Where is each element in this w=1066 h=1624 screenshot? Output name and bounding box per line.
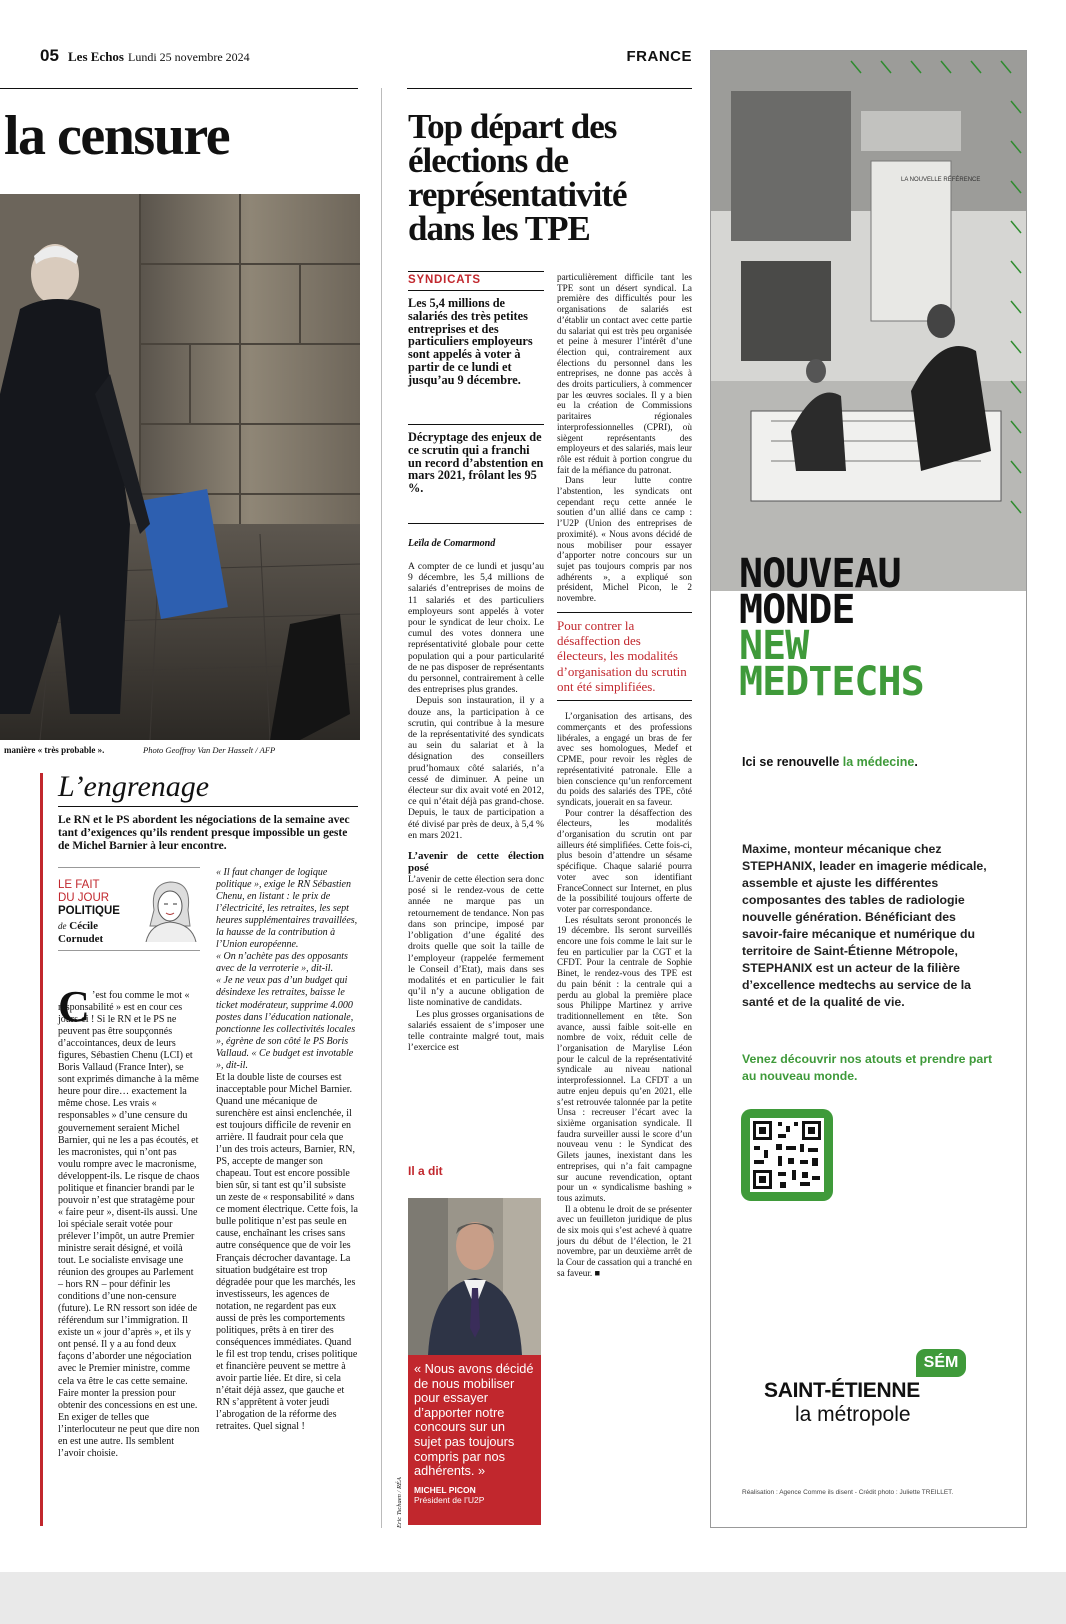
ad-tagline xyxy=(742,755,918,769)
ad-photo-sign: LA NOUVELLE RÉFÉRENCE xyxy=(901,177,981,183)
tpe-col-b xyxy=(557,272,692,1279)
column-title: L’engrenage xyxy=(58,770,210,803)
tpe-lead-rule-2 xyxy=(408,523,544,524)
byline-first-name: Cécile xyxy=(69,920,98,932)
newspaper-name: Les Echos xyxy=(68,49,124,64)
sem-badge: SÉM xyxy=(916,1349,966,1377)
tpe-headline: Top départ des élections de représentativité dans les TPE xyxy=(408,107,627,248)
author-portrait xyxy=(140,876,200,942)
ad-photo xyxy=(711,51,1027,597)
picon-name: MICHEL PICON xyxy=(414,1484,476,1495)
column-byline xyxy=(58,920,103,945)
photo-caption: manière « très probable ». xyxy=(4,745,105,755)
page-bottom-bar xyxy=(0,1572,1066,1624)
barnier-photo xyxy=(0,194,360,740)
qr-code[interactable] xyxy=(741,1109,833,1201)
column-divider xyxy=(381,88,382,1528)
section-name: FRANCE xyxy=(626,48,692,65)
column-text-1 xyxy=(58,982,200,1460)
ad-tagline-highlight: la médecine xyxy=(842,755,915,769)
quote-chenu-1: « Il faut changer de logique politique », exige le RN Sébastien Chenu, en listant : le prix de l’électricité, les retraites, les sept heures supplémentaires travaillées, la hausse de la contribution à l’Union européenne. xyxy=(216,867,358,951)
qr-code-icon xyxy=(750,1118,824,1192)
ad-frame xyxy=(710,50,1027,1528)
page-number: 05 xyxy=(40,46,59,65)
kicker-line-1: LE FAIT xyxy=(58,879,100,891)
tpe-lead-1: Les 5,4 millions de salariés des très petites entreprises et des particuliers employeurs sont appelés à voter à partir de ce lundi et jusqu’au 9 décembre. xyxy=(408,296,533,387)
tpe-pullquote: Pour contrer la désaffection des électeurs, les modalités d’organisation du scrutin ont été simplifiées. xyxy=(557,617,687,694)
column-paragraph-1: ’est fou comme le mot « responsabilité » est en cour ces jours-ci ! Si le RN et le PS ne peuvent pas être soupçonnés d’accointances, deux de leurs figures, Sébastien Chenu (LCI) et Boris Vallaud (France Inter), se sont exprimés dimanche à la même heure pour dire… exactement la même chose. Les vrais « responsables » d’une censure du gouvernement seraient Michel Barnier, qui ne les a pas écoutés, et les macronistes, qui n’ont pas voulu rompre avec le macronisme, développent-ils. Le risque de chaos politique et financier brandi par le pouvoir n’est que stratagème pour « faire peur », disent-ils aussi. Une loi spéciale serait votée pour prélever l’impôt, un autre Premier ministre serait désigné, et voilà tout. Le socialiste envisage une réunion des groupes au Parlement – hors RN – pour définir les conditions d’une non-censure (future). Le RN ressort son idée de référendum sur l’immigration. Il existe un « jour d’après », et ils y ont pensé. Il y a au fond deux façons d’aborder une négociation avec le Premier ministre, comme cela va être le cas cette semaine. Faire monter la pression pour obtenir des concessions en est une. En exiger de telles que l’interlocuteur ne peut que dire non en est une autre. Ils semblent l’avoir choisie. xyxy=(58,990,200,1459)
quote-box xyxy=(408,1355,541,1525)
picon-photo-credit: Eric Tschaen / RÉA xyxy=(396,1477,403,1528)
photo-credit: Photo Geoffroy Van Der Hasselt / AFP xyxy=(143,745,276,755)
ad-title-2: MONDE xyxy=(739,587,855,633)
column-red-rule xyxy=(40,773,43,1526)
tpe-para-b4: Pour contrer la désaffection des électeurs, les modalités d’organisation du scrutin ont par ailleurs été simplifiées. Cette fois-ci, plus besoin d’attendre un sésame spécifique. Chaque salarié pourra voter avec son identifiant FranceConnect sur Internet, en plus de la possibilité toujours offerte de voter par correspondance. xyxy=(557,807,692,914)
standfirst-rule xyxy=(58,867,200,868)
tpe-subhead: L’avenir de cette élection posé xyxy=(408,850,544,875)
column-text-2 xyxy=(216,867,358,1433)
kicker-line-3: POLITIQUE xyxy=(58,905,120,917)
sem-logo-line-2: la métropole xyxy=(795,1403,911,1426)
header-rule-left xyxy=(0,88,358,89)
tpe-para-a2: Depuis son instauration, il y a douze ans, la participation à ce scrutin, qui contribue à la mesure de la représentativité des syndicats au sein du salariat et à la désignation des conseillers prud’homaux côté salariés, n’a cessé de diminuer. A peine un électeur sur dix avait voté en 2012, ce qui n’était déjà pas grand-chose. Depuis, le taux de participation a été divisé par près de deux, à 5,4 % en mars 2021. xyxy=(408,695,544,841)
quote-chenu-2: « On n’achète pas des opposants avec de la verroterie », dit-il. xyxy=(216,951,348,975)
tpe-section-tag: SYNDICATS xyxy=(408,274,481,286)
ad-cta: Venez découvrir nos atouts et prendre part au nouveau monde. xyxy=(742,1052,993,1083)
tpe-para-b6-text: Il a obtenu le droit de se présenter avec un feuilleton juridique de plus de six mois qui s’est achevé à quatre jours du début de l’élection, le 21 novembre, par un deuxième arrêt de la Cour de cassation qui a tranché en sa faveur. xyxy=(557,1203,692,1278)
tpe-lead-rule xyxy=(408,424,544,425)
quote-vallaud: « Je ne veux pas d’un budget qui désindexe les retraites, baisse le ticket modérateur, supprime 4.000 postes dans l’éducation nationale, ponctionne les collectivités locales », égrène de son côté le PS Boris Vallaud. « Ce budget est invotable », dit-il. xyxy=(216,975,356,1071)
tpe-lead-2: Décryptage des enjeux de ce scrutin qui a franchi un record d’abstention en mars 2021, frôlant les 95 %. xyxy=(408,430,544,496)
ad-tagline-pre: Ici se renouvelle xyxy=(742,755,843,769)
tpe-para-a3: L’avenir de cette élection sera donc posé si le rendez-vous de cette année ne marque pas un retournement de tendance. Non pas dans son principe, imposé par l’obligation d’une égalité des droits quelle que soit la taille de l’employeur (rappelée fermement le Conseil d’Etat), mais dans ses modalités et en particulier le fait qu’il n’y a aucune obligation de liste nominative de candidats. xyxy=(408,874,544,1009)
tpe-para-a4: Les plus grosses organisations de salariés essaient de s’imposer une telle contrainte malgré tout, mais l’exercice est xyxy=(408,1008,544,1054)
tpe-para-b3: L’organisation des artisans, des commerçants et des professions libérales, a engagé un bras de fer avec ses homologues, Medef et CPME, pour revoir les règles de représentativité patronale. Elle a bien conscience qu’un renforcement du poids des salariés des TPE, côté syndicats, jouerait en sa faveur. xyxy=(557,711,692,807)
issue-date: Lundi 25 novembre 2024 xyxy=(128,50,250,64)
ad-tagline-post: . xyxy=(914,755,918,769)
byline-last-name: Cornudet xyxy=(58,932,104,945)
ad-headline xyxy=(739,551,924,705)
tpe-col-a xyxy=(408,561,544,1053)
byline-rule xyxy=(58,950,200,951)
ad-credits: Réalisation : Agence Comme ils disent - Crédit photo : Juliette TREILLET. xyxy=(742,1489,954,1496)
tpe-tag-rule xyxy=(408,271,544,272)
tpe-tag-rule-2 xyxy=(408,290,544,291)
tpe-byline: Leïla de Comarmond xyxy=(408,538,496,549)
tpe-para-b6 xyxy=(557,1204,692,1279)
left-headline: la censure xyxy=(4,105,230,167)
column-standfirst: Le RN et le PS abordent les négociations de la semaine avec tant d’exigences qu’ils rendent presque impossible un geste de Michel Barnier à leur encontre. xyxy=(58,814,350,852)
picon-quote: « Nous avons décidé de nous mobiliser pour essayer d’apporter notre concours sur un sujet pas toujours compris par nos adhérents. » xyxy=(414,1361,534,1479)
ad-body: Maxime, monteur mécanique chez STEPHANIX, leader en imagerie médicale, assemble et ajuste les différentes composantes des tables de radiologie nouvelle génération. Bénéficiant des savoir-faire mécanique et numérique du territoire de Saint-Étienne Métropole, STEPHANIX est un acteur de la filière d’excellence medtechs au service de la santé et de la qualité de vie. xyxy=(742,842,987,1009)
ad-title-3: NEW xyxy=(739,623,809,669)
column-paragraph-2: Et la double liste de courses est inacceptable pour Michel Barnier. Quand une mécanique de surenchère est ainsi enclenchée, il est toujours difficile de revenir en arrière. Il faudrait pour cela que l’un des trois acteurs, Barnier, RN, PS, accepte de manger son chapeau. Tout est encore possible bien sûr, si tant est qu’il subsiste un zeste de « responsabilité » dans ce moment électrique. Cette fois, la bulle politique n’est pas seule en cause, enchaînant les crises sans autre conséquence que de voir les Français décrocher davantage. La situation budgétaire est trop dégradée pour que les marchés, les investisseurs, les agences de notation, ne regardent pas eux aussi de près les comportements politiques, prêts à en tirer des conséquences immédiates. Quand le fil est trop tendu, crises politique et financière peuvent se mettre à avoir partie liée. Et dire, si cela n’était déjà assez, que gauche et RN s’apprêtent à voter jeudi l’abrogation de la réforme des retraites. Quel signal ! xyxy=(216,1071,358,1433)
dropcap: C xyxy=(58,982,90,1031)
ad-title-1: NOUVEAU xyxy=(739,551,901,597)
ila-label: Il a dit xyxy=(408,1164,443,1178)
picon-role: Président de l’U2P xyxy=(414,1494,485,1505)
end-mark: ■ xyxy=(594,1267,601,1278)
tpe-para-a1: A compter de ce lundi et jusqu’au 9 décembre, les 5,4 millions de salariés d’entreprises de moins de 11 salariés et des particuliers employeurs sont appelés à voter pour le syndicat de leur choix. Le cumul des votes donnera une représentativité globale pour cette population qui a pour particularité de ne pas disposer de représentants du personnel, contrairement à celle des entreprises plus grandes. xyxy=(408,561,544,696)
byline-de: de xyxy=(58,921,67,931)
ad-title-4: MEDTECHS xyxy=(739,659,924,705)
column-title-rule xyxy=(58,806,358,807)
picon-photo xyxy=(408,1198,541,1355)
tpe-para-b1: particulièrement difficile tant les TPE sont un désert syndical. La première des difficultés pour les organisations de salariés est d’établir un contact avec cette partie du salariat qui est très peu organisée et peine à mesurer l’intérêt d’une élection qui, contrairement aux élections du personnel dans les entreprises, ne donne pas accès à des droits particuliers, à commencer par les œuvres sociales. Il y a bien eu la création de Commissions paritaires régionales interprofessionnelles (CPRI), où siègent représentants des employeurs et des salariés, mais leur rôle est réduit à portion congrue du fait de la méfiance du patronat. xyxy=(557,272,692,475)
header-rule-right xyxy=(407,88,692,89)
kicker-line-2: DU JOUR xyxy=(58,892,110,904)
sem-logo-line-1: SAINT-ÉTIENNE xyxy=(764,1379,920,1402)
kicker-fait-du-jour xyxy=(58,879,120,918)
tpe-para-b2: Dans leur lutte contre l’abstention, les syndicats ont cependant reçu cette année le soutien d’un allié dans ce camp : l’U2P (Union des entreprises de proximité). « Nous avons décidé de nous mobiliser pour essayer d’apporter notre concours sur un sujet pas toujours compris par nos adhérents », a expliqué son président, Michel Picon, le 2 novembre. xyxy=(557,475,692,604)
tpe-para-b5: Les résultats seront prononcés le 19 décembre. Ils seront surveillés encore une fois comme le lait sur le feu en particulier par la CGT et la CFDT. Pour la centrale de Sophie Binet, le rendez-vous des TPE est du pain bénit : la centrale qui a perdu au global la première place sous Philippe Martinez y arrive traditionnellement en tête. Son avance, aussi faible soit-elle en nombre de voix, réduit celle de l’organisation de Marylise Léon pour le calcul de la représentativité syndicale au niveau national interprofessionnel. La CFDT a un autre enjeu depuis qu’en 2021, elle s’est retrouvée talonnée par la petite Unsa : recreuser l’écart avec la sixième organisation syndicale. Il faudra surveiller aussi le score d’un nouveau venu : le Syndicat des Gilets jaunes, inexistant dans les entreprises, qui n’a fait campagne sur aucune revendication, optant pour un « syndicalisme bashing » tous azimuts. xyxy=(557,914,692,1203)
